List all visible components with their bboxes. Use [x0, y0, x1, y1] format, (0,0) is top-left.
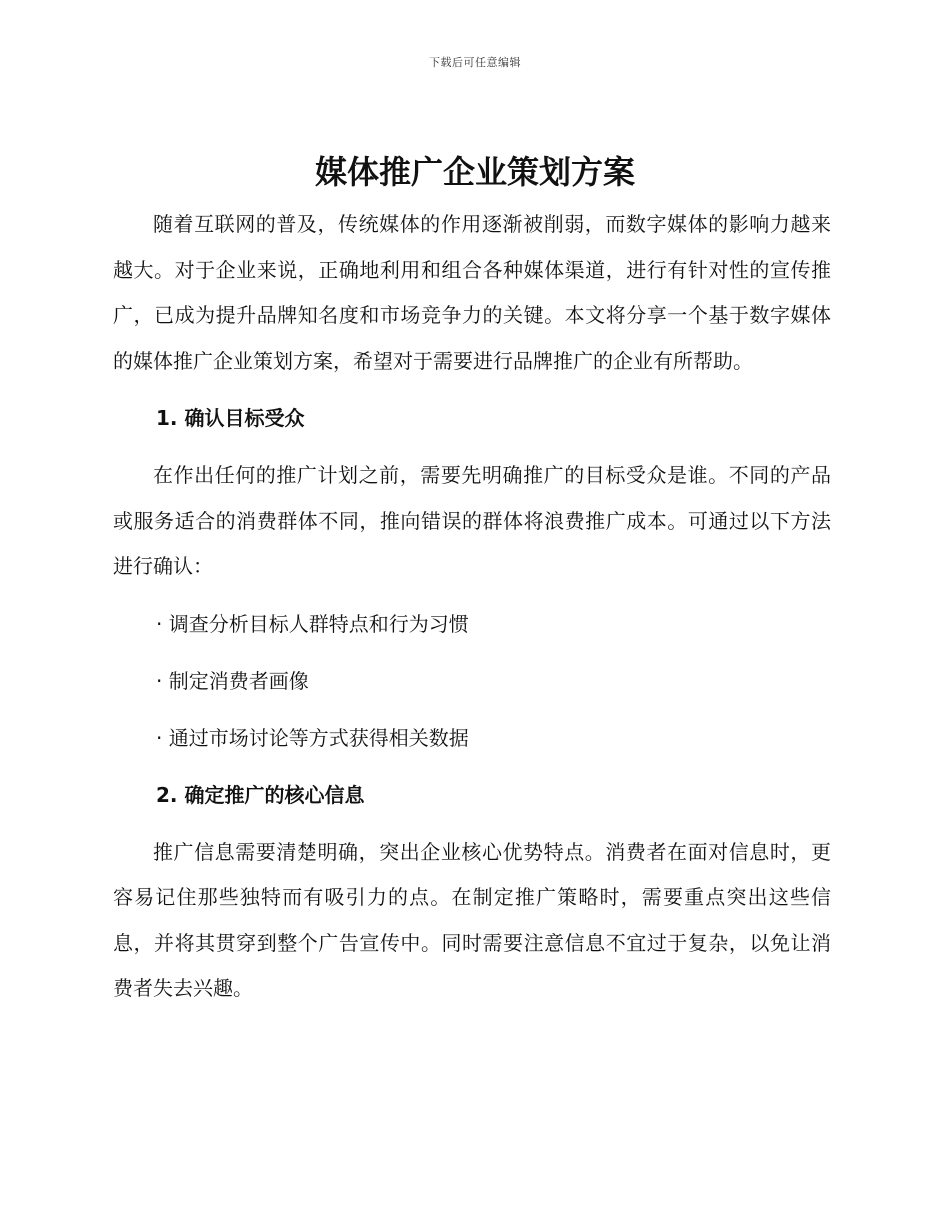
section-heading-1: 1. 确认目标受众 [156, 406, 305, 430]
document-body [113, 202, 831, 1012]
section-1-paragraph: 在作出任何的推广计划之前，需要先明确推广的目标受众是谁。不同的产品或服务适合的消费群体不同，推向错误的群体将浪费推广成本。可通过以下方法进行确认： [113, 463, 831, 578]
bullet-item: · 通过市场讨论等方式获得相关数据 [156, 725, 469, 750]
intro-paragraph: 随着互联网的普及，传统媒体的作用逐渐被削弱，而数字媒体的影响力越来越大。对于企业来说，正确地利用和组合各种媒体渠道，进行有针对性的宣传推广，已成为提升品牌知名度和市场竞争力的关键。本文将分享一个基于数字媒体的媒体推广企业策划方案，希望对于需要进行品牌推广的企业有所帮助。 [113, 212, 831, 373]
bullet-item: · 制定消费者画像 [156, 668, 309, 693]
document-title: 媒体推广企业策划方案 [314, 153, 635, 191]
bullet-item: · 调查分析目标人群特点和行为习惯 [156, 611, 469, 636]
header-note: 下载后可任意编辑 [429, 56, 521, 69]
section-2-paragraph: 推广信息需要清楚明确，突出企业核心优势特点。消费者在面对信息时，更容易记住那些独特而有吸引力的点。在制定推广策略时，需要重点突出这些信息，并将其贯穿到整个广告宣传中。同时需要注意信息不宜过于复杂，以免让消费者失去兴趣。 [113, 839, 831, 1000]
section-heading-2: 2. 确定推广的核心信息 [156, 782, 365, 807]
